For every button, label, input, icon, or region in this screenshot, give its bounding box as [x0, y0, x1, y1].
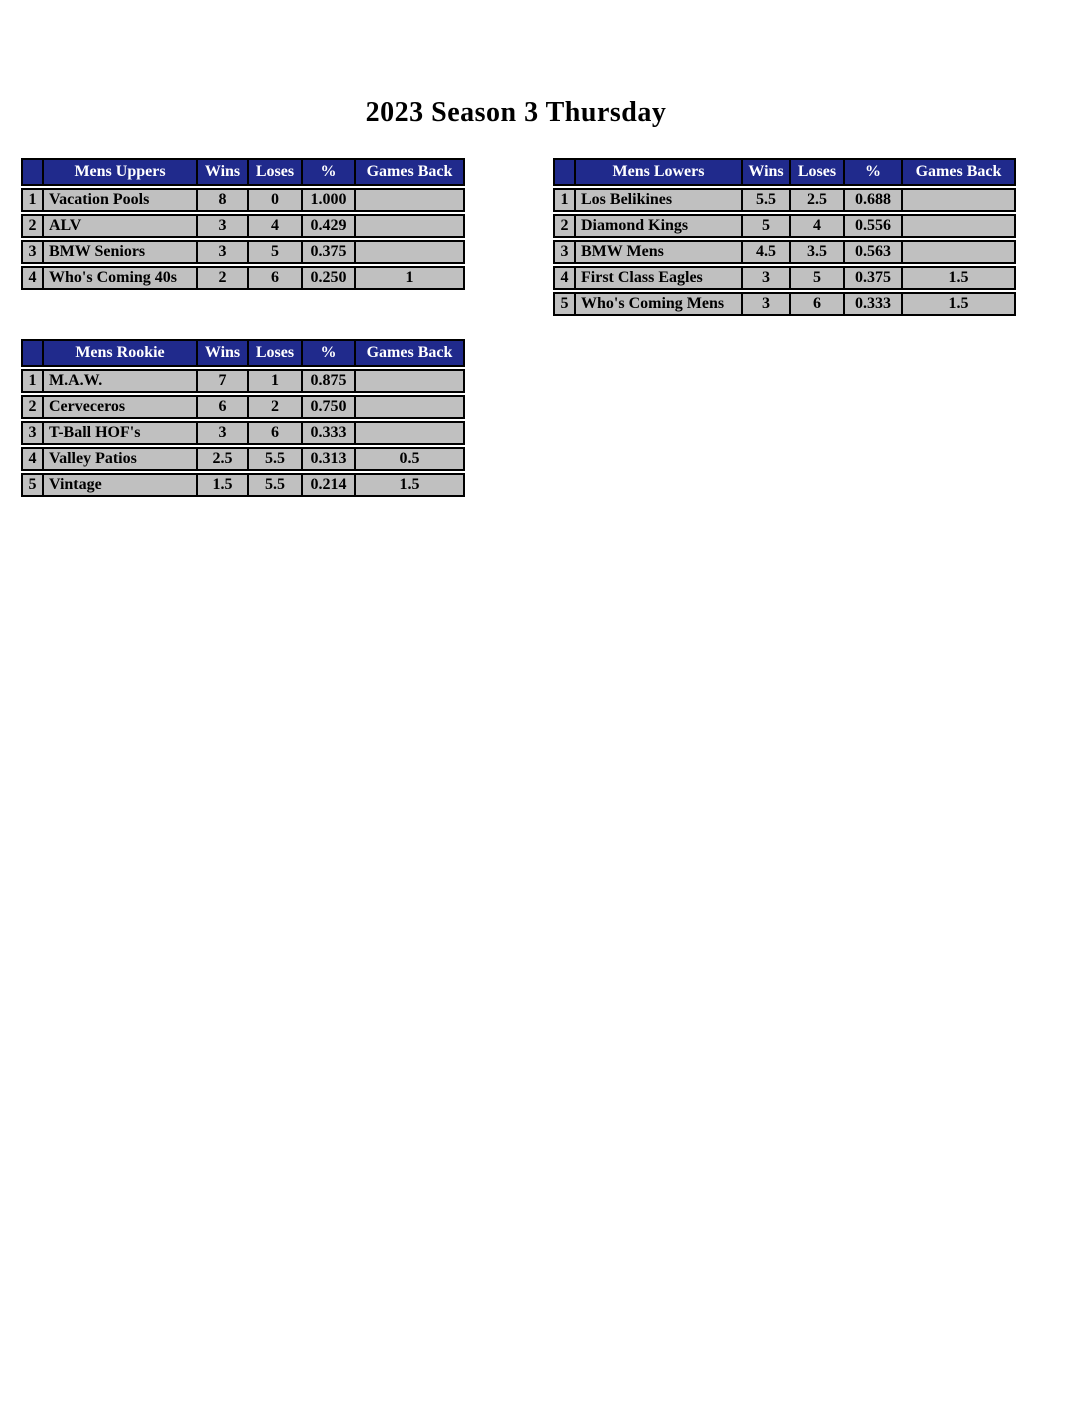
wins-cell: 2.5: [198, 449, 249, 469]
games-back-header-cell: Games Back: [366, 163, 453, 180]
games-back-cell: [903, 242, 1014, 262]
wins-cell: 3: [198, 216, 249, 236]
rank-header-cell: [23, 341, 44, 365]
table-title: Mens Lowers: [576, 160, 743, 184]
rank-cell: 3: [555, 242, 576, 262]
rank-cell: 1: [23, 190, 44, 210]
table-row: [553, 188, 1016, 212]
rank-cell: 1: [23, 371, 44, 391]
table-row: [21, 473, 465, 497]
loses-cell: 5.5: [249, 475, 303, 495]
wins-header-cell: Wins: [198, 341, 249, 365]
team-name-cell: Valley Patios: [44, 449, 198, 469]
table-row: [21, 188, 465, 212]
rank-cell: 4: [555, 268, 576, 288]
rank-cell: 4: [23, 268, 44, 288]
team-name-cell: BMW Seniors: [44, 242, 198, 262]
rank-header-cell: [555, 160, 576, 184]
pct-cell: 0.313: [303, 449, 356, 469]
loses-cell: 3.5: [791, 242, 845, 262]
table-mens-lowers: [553, 158, 1016, 318]
wins-header-cell: Wins: [198, 160, 249, 184]
table-row: [21, 447, 465, 471]
team-name-cell: Los Belikines: [576, 190, 743, 210]
team-name-cell: Vintage: [44, 475, 198, 495]
rank-header-cell: [23, 160, 44, 184]
wins-cell: 7: [198, 371, 249, 391]
rank-cell: 3: [23, 242, 44, 262]
table-mens-uppers: [21, 158, 465, 292]
wins-header-cell: Wins: [743, 160, 791, 184]
table-row: [553, 266, 1016, 290]
table-row: [553, 240, 1016, 264]
games-back-cell: [356, 242, 463, 262]
pct-cell: 0.556: [845, 216, 903, 236]
pct-cell: 0.429: [303, 216, 356, 236]
pct-header-cell: %: [845, 160, 903, 184]
loses-cell: 6: [249, 268, 303, 288]
table-row: [21, 240, 465, 264]
games-back-cell: [356, 190, 463, 210]
team-name-cell: Cerveceros: [44, 397, 198, 417]
wins-cell: 4.5: [743, 242, 791, 262]
wins-cell: 6: [198, 397, 249, 417]
table-row: [21, 395, 465, 419]
wins-cell: 8: [198, 190, 249, 210]
team-name-cell: Vacation Pools: [44, 190, 198, 210]
games-back-cell: 1.5: [948, 269, 969, 286]
team-name-cell: T-Ball HOF's: [44, 423, 198, 443]
table-body: [21, 369, 465, 497]
pct-cell: 0.750: [303, 397, 356, 417]
games-back-cell: [356, 371, 463, 391]
rank-cell: 4: [23, 449, 44, 469]
games-back-header-cell: Games Back: [366, 344, 453, 361]
team-name-cell: Who's Coming 40s: [44, 268, 198, 288]
loses-cell: 6: [249, 423, 303, 443]
games-back-cell: [903, 190, 1014, 210]
table-body: [553, 188, 1016, 316]
page-title: 2023 Season 3 Thursday: [365, 97, 667, 128]
loses-cell: 0: [249, 190, 303, 210]
games-back-cell: 1: [405, 269, 414, 286]
loses-cell: 6: [791, 294, 845, 314]
table-row: [21, 214, 465, 238]
wins-cell: 3: [198, 242, 249, 262]
table-row: [21, 266, 465, 290]
loses-cell: 5: [791, 268, 845, 288]
pct-cell: 0.333: [303, 423, 356, 443]
table-row: [553, 292, 1016, 316]
loses-cell: 2: [249, 397, 303, 417]
games-back-cell: 1.5: [399, 476, 420, 493]
loses-cell: 4: [791, 216, 845, 236]
team-name-cell: ALV: [44, 216, 198, 236]
games-back-cell: [356, 397, 463, 417]
rank-cell: 1: [555, 190, 576, 210]
games-back-cell: [356, 423, 463, 443]
pct-cell: 0.875: [303, 371, 356, 391]
rank-cell: 5: [23, 475, 44, 495]
pct-cell: 0.563: [845, 242, 903, 262]
pct-cell: 0.250: [303, 268, 356, 288]
rank-cell: 3: [23, 423, 44, 443]
pct-cell: 0.214: [303, 475, 356, 495]
games-back-cell: [356, 216, 463, 236]
games-back-header-cell: Games Back: [915, 163, 1002, 180]
wins-cell: 1.5: [198, 475, 249, 495]
wins-cell: 5.5: [743, 190, 791, 210]
loses-header-cell: Loses: [791, 160, 845, 184]
pct-cell: 0.375: [845, 268, 903, 288]
pct-header-cell: %: [303, 341, 356, 365]
table-body: [21, 188, 465, 290]
loses-cell: 5: [249, 242, 303, 262]
rank-cell: 2: [23, 397, 44, 417]
table-title: Mens Uppers: [44, 160, 198, 184]
table-header-row: [21, 339, 465, 367]
loses-header-cell: Loses: [249, 160, 303, 184]
table-row: [21, 421, 465, 445]
team-name-cell: First Class Eagles: [576, 268, 743, 288]
pct-cell: 1.000: [303, 190, 356, 210]
table-row: [553, 214, 1016, 238]
team-name-cell: BMW Mens: [576, 242, 743, 262]
loses-cell: 1: [249, 371, 303, 391]
games-back-cell: 0.5: [399, 450, 420, 467]
wins-cell: 2: [198, 268, 249, 288]
games-back-cell: [903, 216, 1014, 236]
rank-cell: 2: [23, 216, 44, 236]
rank-cell: 5: [555, 294, 576, 314]
wins-cell: 3: [743, 268, 791, 288]
wins-cell: 3: [198, 423, 249, 443]
rank-cell: 2: [555, 216, 576, 236]
table-header-row: [21, 158, 465, 186]
loses-cell: 4: [249, 216, 303, 236]
team-name-cell: Who's Coming Mens: [576, 294, 743, 314]
loses-cell: 5.5: [249, 449, 303, 469]
team-name-cell: M.A.W.: [44, 371, 198, 391]
pct-cell: 0.375: [303, 242, 356, 262]
games-back-cell: 1.5: [948, 295, 969, 312]
team-name-cell: Diamond Kings: [576, 216, 743, 236]
table-row: [21, 369, 465, 393]
pct-cell: 0.333: [845, 294, 903, 314]
table-header-row: [553, 158, 1016, 186]
table-mens-rookie: [21, 339, 465, 499]
loses-header-cell: Loses: [249, 341, 303, 365]
wins-cell: 3: [743, 294, 791, 314]
pct-header-cell: %: [303, 160, 356, 184]
table-title: Mens Rookie: [44, 341, 198, 365]
wins-cell: 5: [743, 216, 791, 236]
loses-cell: 2.5: [791, 190, 845, 210]
pct-cell: 0.688: [845, 190, 903, 210]
